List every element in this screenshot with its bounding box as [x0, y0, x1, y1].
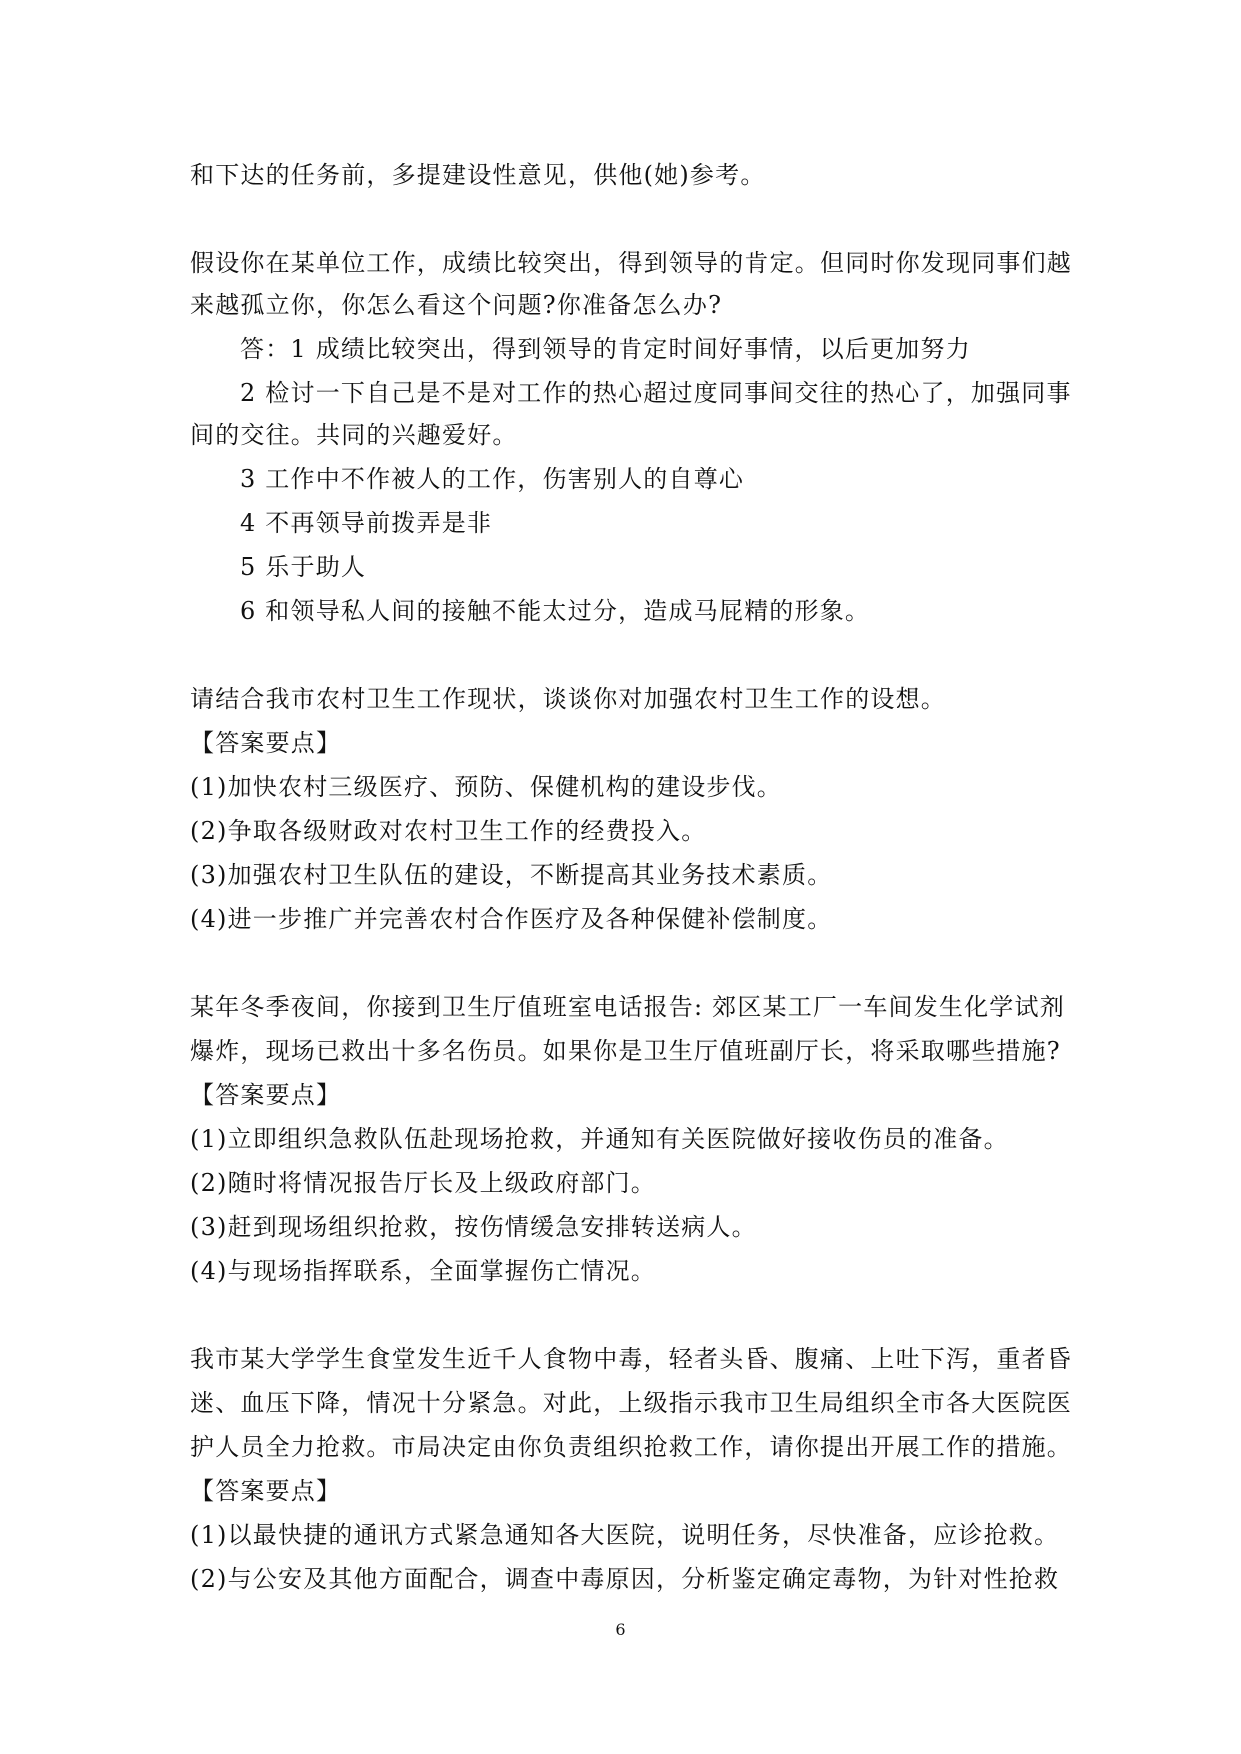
- question-line: 请结合我市农村卫生工作现状，谈谈你对加强农村卫生工作的设想。: [190, 685, 946, 713]
- answer-line: 4 不再领导前拨弄是非: [240, 509, 493, 537]
- question-line: 某年冬季夜间，你接到卫生厅值班室电话报告: 郊区某工厂一车间发生化学试剂: [190, 993, 1065, 1021]
- answer-line: (2)与公安及其他方面配合，调查中毒原因，分析鉴定确定毒物，为针对性抢救: [190, 1565, 1060, 1593]
- answer-line: (3)赶到现场组织抢救，按伤情缓急安排转送病人。: [190, 1213, 757, 1241]
- answer-line: 2 检讨一下自己是不是对工作的热心超过度同事间交往的热心了，加强同事: [240, 379, 1072, 407]
- answer-heading: 【答案要点】: [190, 1081, 342, 1109]
- question-line: 迷、血压下降，情况十分紧急。对此，上级指示我市卫生局组织全市各大医院医: [190, 1389, 1072, 1417]
- answer-line: 间的交往。共同的兴趣爱好。: [190, 421, 518, 449]
- question-line: 假设你在某单位工作，成绩比较突出，得到领导的肯定。但同时你发现同事们越: [190, 249, 1072, 277]
- answer-line: 答：1 成绩比较突出，得到领导的肯定时间好事情，以后更加努力: [240, 335, 971, 363]
- answer-line: 3 工作中不作被人的工作，伤害别人的自尊心: [240, 465, 745, 493]
- answer-line: (3)加强农村卫生队伍的建设，不断提高其业务技术素质。: [190, 861, 833, 889]
- answer-line: (1)以最快捷的通讯方式紧急通知各大医院，说明任务，尽快准备，应诊抢救。: [190, 1521, 1060, 1549]
- answer-heading: 【答案要点】: [190, 729, 342, 757]
- answer-line: (4)进一步推广并完善农村合作医疗及各种保健补偿制度。: [190, 905, 833, 933]
- question-line: 护人员全力抢救。市局决定由你负责组织抢救工作，请你提出开展工作的措施。: [190, 1433, 1072, 1461]
- answer-line: (1)加快农村三级医疗、预防、保健机构的建设步伐。: [190, 773, 782, 801]
- answer-heading: 【答案要点】: [190, 1477, 342, 1505]
- answer-line: (4)与现场指挥联系，全面掌握伤亡情况。: [190, 1257, 656, 1285]
- answer-line: (1)立即组织急救队伍赴现场抢救，并通知有关医院做好接收伤员的准备。: [190, 1125, 1009, 1153]
- text-line: 和下达的任务前，多提建设性意见，供他(她)参考。: [190, 161, 766, 189]
- page-number: 6: [615, 1620, 626, 1639]
- question-line: 来越孤立你，你怎么看这个问题?你准备怎么办?: [190, 291, 723, 319]
- answer-line: (2)随时将情况报告厅长及上级政府部门。: [190, 1169, 656, 1197]
- answer-line: 5 乐于助人: [240, 553, 367, 581]
- answer-line: 6 和领导私人间的接触不能太过分，造成马屁精的形象。: [240, 597, 871, 625]
- question-line: 爆炸，现场已救出十多名伤员。如果你是卫生厅值班副厅长，将采取哪些措施?: [190, 1037, 1061, 1065]
- answer-line: (2)争取各级财政对农村卫生工作的经费投入。: [190, 817, 707, 845]
- question-line: 我市某大学学生食堂发生近千人食物中毒，轻者头昏、腹痛、上吐下泻，重者昏: [190, 1345, 1072, 1373]
